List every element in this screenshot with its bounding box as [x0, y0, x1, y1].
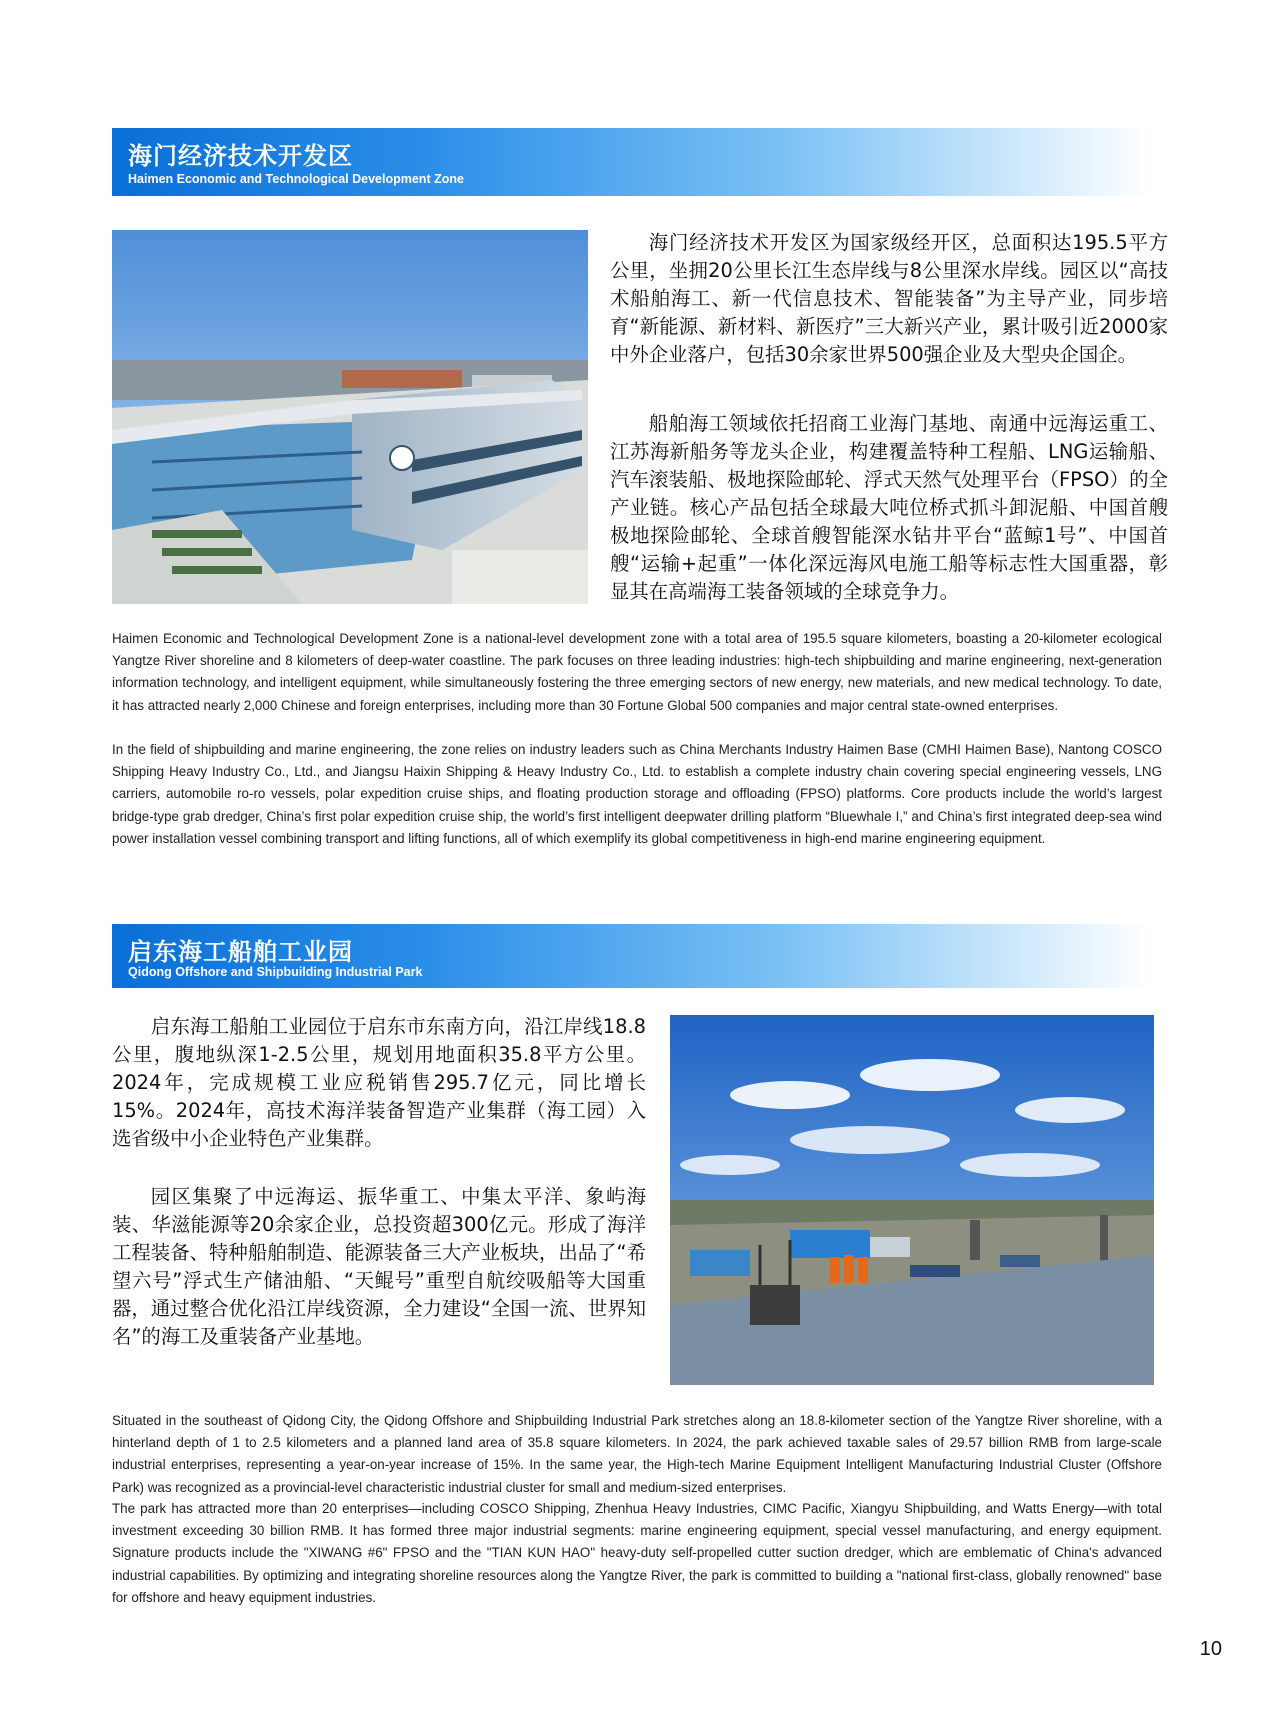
section1-en-para-2: In the field of shipbuilding and marine engineering, the zone relies on industry leaders such as China Merchants Industry Haimen Base (CMHI Haimen Base), Nantong COSCO Shipping Heavy Industry Co., Ltd., and Jiangsu Haixin Shipping & Heavy Industry Co., Ltd. to establish a complete industry chain covering special engineering vessels, LNG carriers, automobile ro-ro vessels, polar expedition cruise ships, and floating production storage and offloading (FPSO) platforms. Core products include the world’s largest bridge-type grab dredger, China’s first polar expedition cruise ship, the world’s first intelligent deepwater drilling platform “Bluewhale I,” and China’s first integrated deep-sea wind power installation vessel combining transport and lifting functions, all of which exemplify its global competitiveness in high-end marine engineering equipment. — [112, 742, 1162, 846]
haimen-factory-photo — [112, 230, 588, 604]
section1-zh-para-1: 海门经济技术开发区为国家级经开区，总面积达195.5平方公里，坐拥20公里长江生态岸线与8公里深水岸线。园区以“高技术船舶海工、新一代信息技术、智能装备”为主导产业，同步培育“新能源、新材料、新医疗”三大新兴产业，累计吸引近2000家中外企业落户，包括30余家世界500强企业及大型央企国企。 — [610, 231, 1168, 366]
section1-title: 海门经济技术开发区 — [128, 142, 353, 170]
qidong-shipyard-photo — [670, 1015, 1154, 1385]
section2-en-para-1: Situated in the southeast of Qidong City, the Qidong Offshore and Shipbuilding Industrial Park stretches along an 18.8-kilometer section of the Yangtze River shoreline, with a hinterland depth of 1 to 2.5 kilometers and a planned land area of 35.8 square kilometers. In 2024, the park achieved taxable sales of 29.57 billion RMB from large-scale industrial enterprises, representing a year-on-year increase of 15%. In the same year, the High-tech Marine Equipment Intelligent Manufacturing Industrial Cluster (Offshore Park) was recognized as a provincial-level characteristic industrial cluster for small and medium-sized enterprises. — [112, 1413, 1162, 1495]
section1-banner — [112, 128, 1152, 196]
section1-en-para-1: Haimen Economic and Technological Development Zone is a national-level development zone with a total area of 195.5 square kilometers, boasting a 20-kilometer ecological Yangtze River shoreline and 8 kilometers of deep-water coastline. The park focuses on three leading industries: high-tech shipbuilding and marine engineering, next-generation information technology, and intelligent equipment, while simultaneously fostering the three emerging sectors of new energy, new materials, and new medical technology. To date, it has attracted nearly 2,000 Chinese and foreign enterprises, including more than 30 Fortune Global 500 companies and major central state-owned enterprises. — [112, 631, 1162, 713]
section2-subtitle: Qidong Offshore and Shipbuilding Industrial Park — [128, 965, 423, 979]
section2-zh-para-1: 启东海工船舶工业园位于启东市东南方向，沿江岸线18.8公里，腹地纵深1-2.5公里，规划用地面积35.8平方公里。2024年，完成规模工业应税销售295.7亿元，同比增长15%。2024年，高技术海洋装备智造产业集群（海工园）入选省级中小企业特色产业集群。 — [112, 1015, 646, 1150]
section2-banner — [112, 924, 1152, 988]
section1-zh-para-2: 船舶海工领域依托招商工业海门基地、南通中远海运重工、江苏海新船务等龙头企业，构建覆盖特种工程船、LNG运输船、汽车滚装船、极地探险邮轮、浮式天然气处理平台（FPSO）的全产业链。核心产品包括全球最大吨位桥式抓斗卸泥船、中国首艘极地探险邮轮、全球首艘智能深水钻井平台“蓝鲸1号”、中国首艘“运输+起重”一体化深远海风电施工船等标志性大国重器，彰显其在高端海工装备领域的全球竞争力。 — [610, 412, 1168, 603]
section1-subtitle: Haimen Economic and Technological Development Zone — [128, 172, 464, 186]
section2-en-para-2: The park has attracted more than 20 enterprises—including COSCO Shipping, Zhenhua Heavy Industries, CIMC Pacific, Xiangyu Shipbuilding, and Watts Energy—with total investment exceeding 30 billion RMB. It has formed three major industrial segments: marine engineering equipment, special vessel manufacturing, and energy equipment. Signature products include the "XIWANG #6" FPSO and the "TIAN KUN HAO" heavy-duty self-propelled cutter suction dredger, which are emblematic of China's advanced industrial capabilities. By optimizing and integrating shoreline resources along the Yangtze River, the park is committed to building a "national first-class, globally renowned" base for offshore and heavy equipment industries. — [112, 1501, 1162, 1605]
section2-zh-para-2: 园区集聚了中远海运、振华重工、中集太平洋、象屿海装、华滋能源等20余家企业，总投资超300亿元。形成了海洋工程装备、特种船舶制造、能源装备三大产业板块，出品了“希望六号”浮式生产储油船、“天鲲号”重型自航绞吸船等大国重器，通过整合优化沿江岸线资源，全力建设“全国一流、世界知名”的海工及重装备产业基地。 — [112, 1185, 646, 1348]
page-number: 10 — [1199, 1638, 1222, 1660]
section2-title: 启东海工船舶工业园 — [128, 938, 353, 966]
